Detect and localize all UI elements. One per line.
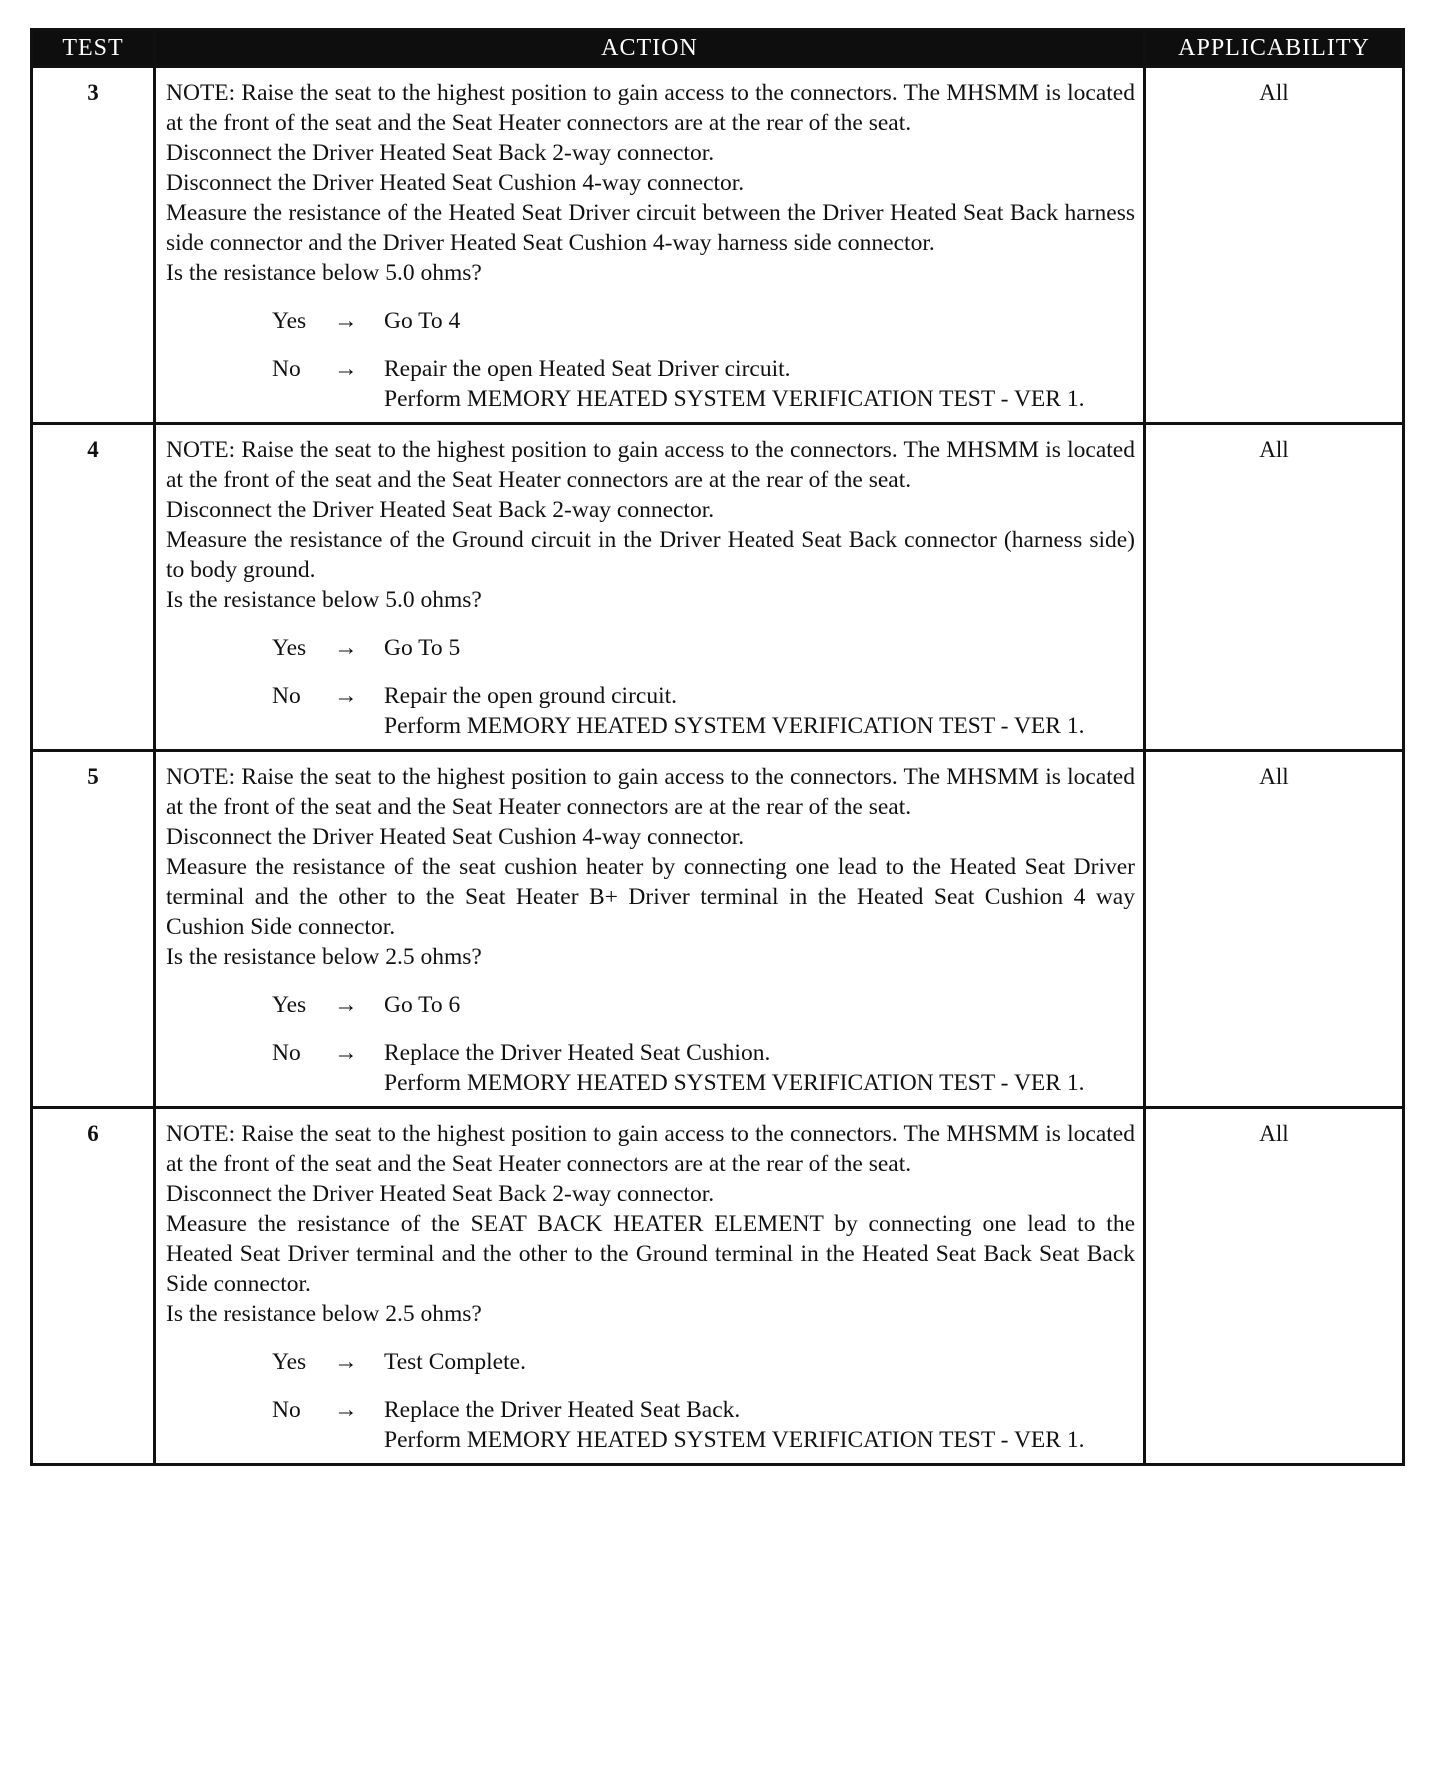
question-text: Is the resistance below 2.5 ohms?: [166, 944, 482, 970]
step-text: Measure the resistance of the Ground circuit in the Driver Heated Seat Back connector (harness side) to body ground.: [166, 527, 1135, 583]
applicability-value: All: [1145, 751, 1404, 1108]
applicability-value: All: [1145, 424, 1404, 751]
step-text: Disconnect the Driver Heated Seat Back 2-way connector.: [166, 140, 715, 166]
right-arrow-icon: →: [334, 1349, 358, 1375]
step-text: Measure the resistance of the Heated Seat Driver circuit between the Driver Heated Seat Back harness side connector and the Driver Heated Seat Cushion 4-way harness side connector.: [166, 200, 1135, 256]
no-branch: [272, 1038, 1135, 1098]
yes-label: Yes: [272, 635, 307, 661]
no-result: [384, 681, 1135, 741]
step-text: Measure the resistance of the seat cushion heater by connecting one lead to the Heated Seat Driver terminal and the other to the Seat Heater B+ Driver terminal in the Heated Seat Cushion 4 way Cushion Side connector.: [166, 854, 1135, 940]
no-branch: [272, 1395, 1135, 1455]
applicability-value: All: [1145, 67, 1404, 424]
header-test: TEST: [32, 30, 155, 67]
test-number: 6: [32, 1108, 155, 1465]
test-number: 4: [32, 424, 155, 751]
action-cell: [155, 424, 1145, 751]
question-text: Is the resistance below 5.0 ohms?: [166, 260, 482, 286]
yes-branch: [272, 306, 1135, 336]
step-text: Disconnect the Driver Heated Seat Back 2-way connector.: [166, 1181, 715, 1207]
no-branch: [272, 681, 1135, 741]
note-text: NOTE: Raise the seat to the highest position to gain access to the connectors. The MHSMM is located at the front of the seat and the Seat Heater connectors are at the rear of the seat.: [166, 764, 1135, 820]
note-text: NOTE: Raise the seat to the highest position to gain access to the connectors. The MHSMM is located at the front of the seat and the Seat Heater connectors are at the rear of the seat.: [166, 80, 1135, 136]
action-cell: [155, 67, 1145, 424]
table-row: [32, 751, 1404, 1108]
no-result-line: Perform MEMORY HEATED SYSTEM VERIFICATION TEST - VER 1.: [384, 386, 1085, 412]
step-text: Disconnect the Driver Heated Seat Cushion 4-way connector.: [166, 170, 745, 196]
table-header-row: [32, 30, 1404, 67]
right-arrow-icon: →: [334, 356, 358, 382]
step-text: Disconnect the Driver Heated Seat Back 2-way connector.: [166, 497, 715, 523]
right-arrow-icon: →: [334, 635, 358, 661]
test-number: 3: [32, 67, 155, 424]
table-row: [32, 1108, 1404, 1465]
yes-branch: [272, 990, 1135, 1020]
diagnostic-test-table: [30, 28, 1405, 1466]
header-applicability: APPLICABILITY: [1145, 30, 1404, 67]
document-page: [30, 28, 1402, 1466]
note-text: NOTE: Raise the seat to the highest position to gain access to the connectors. The MHSMM is located at the front of the seat and the Seat Heater connectors are at the rear of the seat.: [166, 1121, 1135, 1177]
no-result: [384, 1038, 1135, 1098]
no-result: [384, 1395, 1135, 1455]
yes-label: Yes: [272, 308, 307, 334]
question-text: Is the resistance below 2.5 ohms?: [166, 1301, 482, 1327]
yes-label: Yes: [272, 1349, 307, 1375]
right-arrow-icon: →: [334, 308, 358, 334]
action-cell: [155, 751, 1145, 1108]
no-result-line: Repair the open ground circuit.: [384, 683, 678, 709]
step-text: Measure the resistance of the SEAT BACK HEATER ELEMENT by connecting one lead to the Heated Seat Driver terminal and the other to the Ground terminal in the Heated Seat Back Seat Back Side connector.: [166, 1211, 1135, 1297]
table-row: [32, 424, 1404, 751]
step-text: Disconnect the Driver Heated Seat Cushion 4-way connector.: [166, 824, 745, 850]
yes-result: Test Complete.: [384, 1349, 526, 1375]
no-result-line: Replace the Driver Heated Seat Cushion.: [384, 1040, 771, 1066]
question-text: Is the resistance below 5.0 ohms?: [166, 587, 482, 613]
right-arrow-icon: →: [334, 992, 358, 1018]
right-arrow-icon: →: [334, 683, 358, 709]
right-arrow-icon: →: [334, 1040, 358, 1066]
header-action: ACTION: [155, 30, 1145, 67]
no-result-line: Repair the open Heated Seat Driver circuit.: [384, 356, 791, 382]
action-cell: [155, 1108, 1145, 1465]
yes-branch: [272, 633, 1135, 663]
yes-result: Go To 4: [384, 308, 461, 334]
no-result-line: Replace the Driver Heated Seat Back.: [384, 1397, 741, 1423]
yes-label: Yes: [272, 992, 307, 1018]
no-result-line: Perform MEMORY HEATED SYSTEM VERIFICATION TEST - VER 1.: [384, 1427, 1085, 1453]
no-branch: [272, 354, 1135, 414]
test-number: 5: [32, 751, 155, 1108]
no-label: No: [272, 1040, 301, 1066]
yes-result: Go To 6: [384, 992, 461, 1018]
no-result-line: Perform MEMORY HEATED SYSTEM VERIFICATION TEST - VER 1.: [384, 713, 1085, 739]
no-label: No: [272, 356, 301, 382]
no-result-line: Perform MEMORY HEATED SYSTEM VERIFICATION TEST - VER 1.: [384, 1070, 1085, 1096]
yes-result: Go To 5: [384, 635, 461, 661]
table-row: [32, 67, 1404, 424]
applicability-value: All: [1145, 1108, 1404, 1465]
yes-branch: [272, 1347, 1135, 1377]
no-label: No: [272, 1397, 301, 1423]
no-result: [384, 354, 1135, 414]
no-label: No: [272, 683, 301, 709]
right-arrow-icon: →: [334, 1397, 358, 1423]
note-text: NOTE: Raise the seat to the highest position to gain access to the connectors. The MHSMM is located at the front of the seat and the Seat Heater connectors are at the rear of the seat.: [166, 437, 1135, 493]
